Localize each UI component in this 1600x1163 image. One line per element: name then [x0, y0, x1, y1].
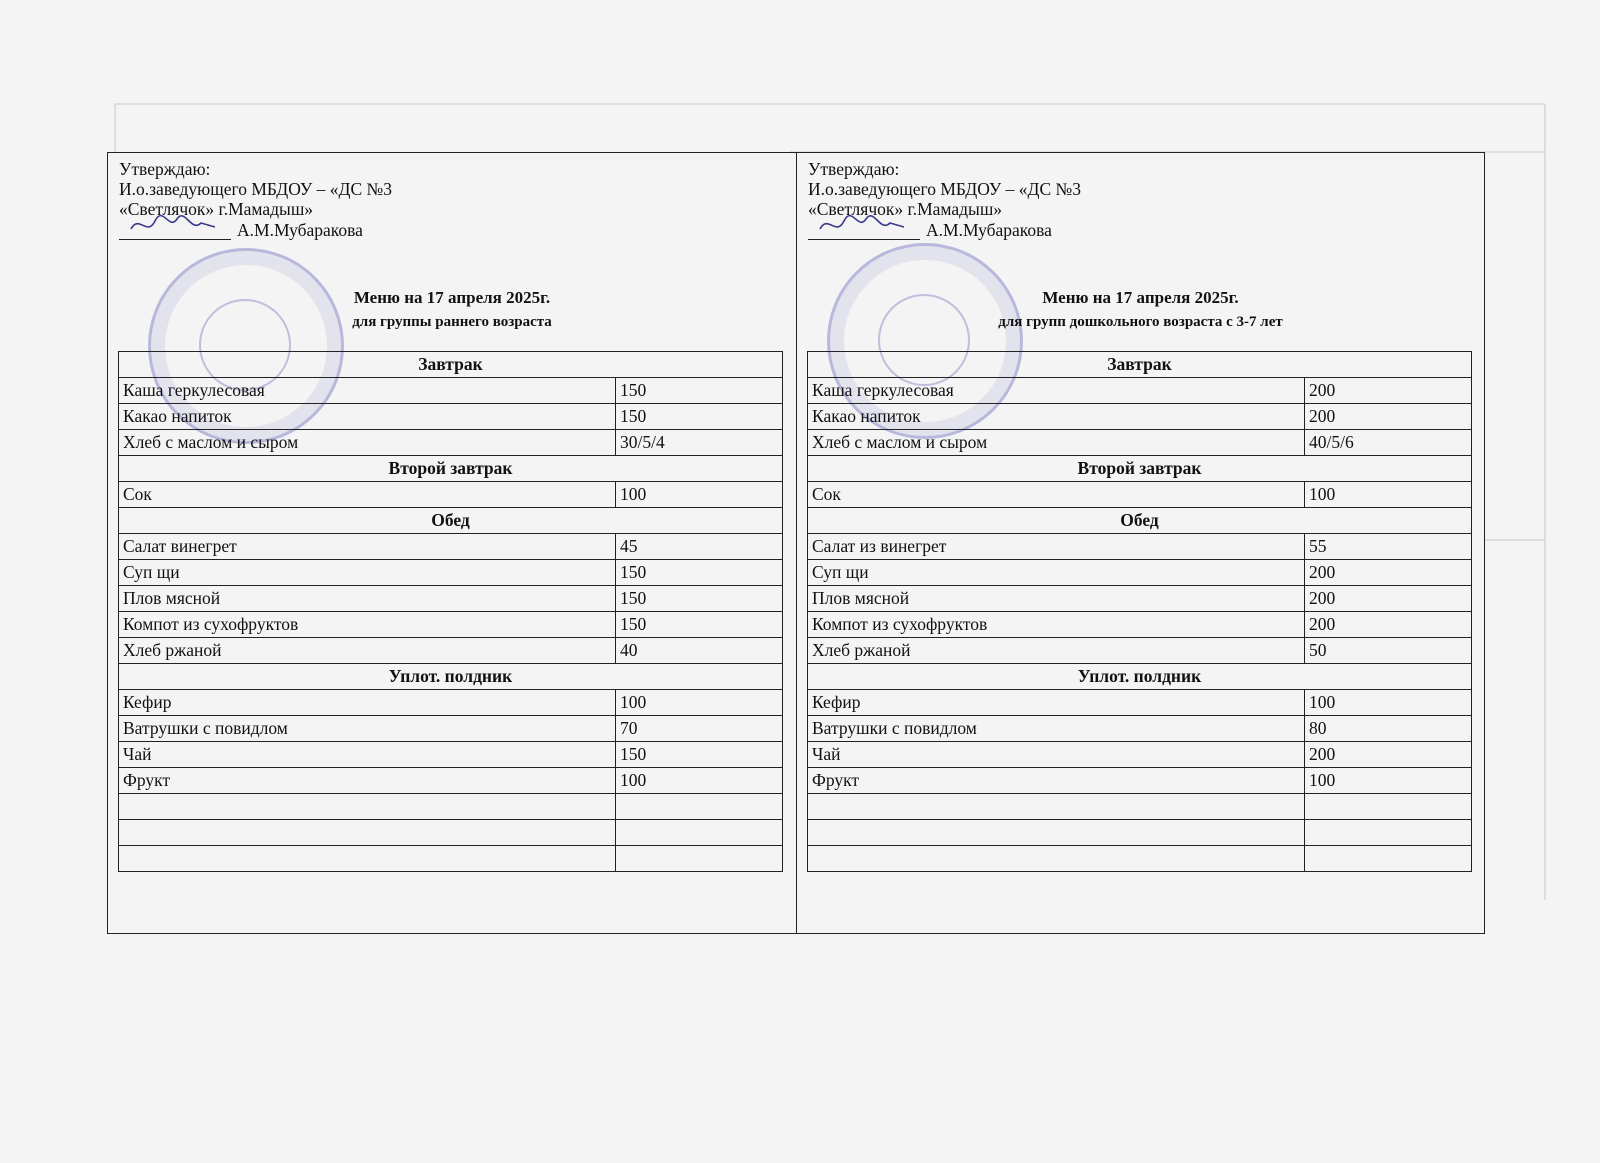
approval-line1: Утверждаю:	[119, 159, 211, 179]
dish-name: Компот из сухофруктов	[119, 612, 616, 638]
meal-section-title: Завтрак	[808, 352, 1472, 378]
approval-line3: «Светлячок» г.Мамадыш»	[119, 199, 314, 219]
dish-portion: 40/5/6	[1305, 430, 1472, 456]
meal-section-row	[119, 664, 783, 690]
menu-item-row	[119, 768, 783, 794]
menu-item-row	[119, 638, 783, 664]
menu-item-row	[808, 716, 1472, 742]
menu-sheet	[107, 152, 1485, 934]
dish-portion: 45	[616, 534, 783, 560]
signature-line	[119, 219, 392, 240]
dish-portion: 100	[1305, 482, 1472, 508]
menu-subtitle: для группы раннего возраста	[352, 314, 552, 330]
dish-name: Какао напиток	[119, 404, 616, 430]
dish-portion: 200	[1305, 378, 1472, 404]
empty-cell	[1305, 820, 1472, 846]
menu-item-row	[119, 742, 783, 768]
dish-portion: 150	[616, 560, 783, 586]
dish-portion: 150	[616, 378, 783, 404]
signature-line	[808, 219, 1081, 240]
empty-cell	[119, 820, 616, 846]
menu-panel-preschool	[796, 153, 1484, 933]
approval-block	[119, 159, 392, 240]
menu-item-row	[808, 586, 1472, 612]
menu-item-row	[808, 482, 1472, 508]
empty-row	[808, 846, 1472, 872]
dish-name: Компот из сухофруктов	[808, 612, 1305, 638]
empty-cell	[119, 794, 616, 820]
menu-item-row	[808, 768, 1472, 794]
meal-section-row	[119, 456, 783, 482]
menu-item-row	[119, 378, 783, 404]
dish-portion: 200	[1305, 586, 1472, 612]
signature-icon	[808, 219, 920, 240]
menu-item-row	[808, 638, 1472, 664]
meal-section-title: Второй завтрак	[119, 456, 783, 482]
dish-portion: 200	[1305, 404, 1472, 430]
dish-portion: 100	[616, 482, 783, 508]
dish-portion: 200	[1305, 612, 1472, 638]
dish-name: Фрукт	[119, 768, 616, 794]
meal-section-row	[119, 352, 783, 378]
menu-item-row	[119, 404, 783, 430]
dish-portion: 200	[1305, 560, 1472, 586]
empty-cell	[1305, 794, 1472, 820]
meal-section-title: Уплот. полдник	[119, 664, 783, 690]
approval-line3: «Светлячок» г.Мамадыш»	[808, 199, 1003, 219]
menu-title: Меню на 17 апреля 2025г.	[1042, 288, 1239, 307]
menu-item-row	[808, 430, 1472, 456]
dish-name: Плов мясной	[808, 586, 1305, 612]
empty-row	[119, 794, 783, 820]
empty-cell	[119, 846, 616, 872]
dish-name: Хлеб ржаной	[119, 638, 616, 664]
menu-item-row	[119, 612, 783, 638]
dish-portion: 30/5/4	[616, 430, 783, 456]
menu-item-row	[119, 482, 783, 508]
meal-section-row	[808, 352, 1472, 378]
dish-name: Салат из винегрет	[808, 534, 1305, 560]
dish-name: Какао напиток	[808, 404, 1305, 430]
approval-line1: Утверждаю:	[808, 159, 900, 179]
menu-item-row	[808, 690, 1472, 716]
menu-item-row	[808, 742, 1472, 768]
dish-name: Каша геркулесовая	[808, 378, 1305, 404]
meal-section-row	[808, 508, 1472, 534]
menu-item-row	[119, 716, 783, 742]
empty-row	[808, 820, 1472, 846]
meal-section-title: Обед	[119, 508, 783, 534]
meal-section-title: Обед	[808, 508, 1472, 534]
signer-name: А.М.Мубаракова	[237, 220, 363, 240]
dish-name: Хлеб с маслом и сыром	[808, 430, 1305, 456]
meal-section-title: Второй завтрак	[808, 456, 1472, 482]
menu-item-row	[119, 560, 783, 586]
menu-panel-early-age	[108, 153, 796, 933]
dish-portion: 100	[616, 690, 783, 716]
dish-name: Плов мясной	[119, 586, 616, 612]
dish-portion: 200	[1305, 742, 1472, 768]
dish-portion: 70	[616, 716, 783, 742]
dish-portion: 55	[1305, 534, 1472, 560]
menu-item-row	[119, 430, 783, 456]
meal-section-row	[808, 664, 1472, 690]
dish-name: Чай	[808, 742, 1305, 768]
approval-block	[808, 159, 1081, 240]
dish-name: Хлеб с маслом и сыром	[119, 430, 616, 456]
dish-portion: 50	[1305, 638, 1472, 664]
dish-portion: 40	[616, 638, 783, 664]
menu-item-row	[119, 534, 783, 560]
meal-section-title: Уплот. полдник	[808, 664, 1472, 690]
menu-item-row	[808, 378, 1472, 404]
empty-cell	[616, 846, 783, 872]
empty-row	[119, 846, 783, 872]
signature-icon	[119, 219, 231, 240]
dish-name: Чай	[119, 742, 616, 768]
dish-name: Суп щи	[808, 560, 1305, 586]
menu-table	[807, 351, 1472, 872]
empty-cell	[616, 794, 783, 820]
meal-section-row	[808, 456, 1472, 482]
empty-cell	[616, 820, 783, 846]
empty-cell	[1305, 846, 1472, 872]
dish-portion: 80	[1305, 716, 1472, 742]
meal-section-title: Завтрак	[119, 352, 783, 378]
approval-line2: И.о.заведующего МБДОУ – «ДС №3	[808, 179, 1081, 199]
dish-name: Сок	[119, 482, 616, 508]
dish-portion: 150	[616, 742, 783, 768]
dish-name: Фрукт	[808, 768, 1305, 794]
dish-name: Ватрушки с повидлом	[119, 716, 616, 742]
dish-name: Суп щи	[119, 560, 616, 586]
dish-name: Кефир	[119, 690, 616, 716]
dish-portion: 100	[616, 768, 783, 794]
empty-row	[119, 820, 783, 846]
signer-name: А.М.Мубаракова	[926, 220, 1052, 240]
menu-table	[118, 351, 783, 872]
menu-item-row	[119, 586, 783, 612]
menu-item-row	[808, 404, 1472, 430]
menu-title: Меню на 17 апреля 2025г.	[353, 288, 551, 307]
approval-line2: И.о.заведующего МБДОУ – «ДС №3	[119, 179, 392, 199]
menu-subtitle: для групп дошкольного возраста с 3-7 лет	[998, 314, 1283, 330]
menu-item-row	[808, 534, 1472, 560]
menu-item-row	[808, 560, 1472, 586]
meal-section-row	[119, 508, 783, 534]
dish-name: Каша геркулесовая	[119, 378, 616, 404]
dish-portion: 100	[1305, 768, 1472, 794]
dish-portion: 150	[616, 586, 783, 612]
dish-name: Салат винегрет	[119, 534, 616, 560]
dish-portion: 150	[616, 612, 783, 638]
empty-cell	[808, 820, 1305, 846]
dish-portion: 100	[1305, 690, 1472, 716]
dish-name: Хлеб ржаной	[808, 638, 1305, 664]
menu-item-row	[808, 612, 1472, 638]
empty-cell	[808, 846, 1305, 872]
empty-row	[808, 794, 1472, 820]
dish-name: Сок	[808, 482, 1305, 508]
dish-portion: 150	[616, 404, 783, 430]
menu-item-row	[119, 690, 783, 716]
empty-cell	[808, 794, 1305, 820]
dish-name: Ватрушки с повидлом	[808, 716, 1305, 742]
dish-name: Кефир	[808, 690, 1305, 716]
